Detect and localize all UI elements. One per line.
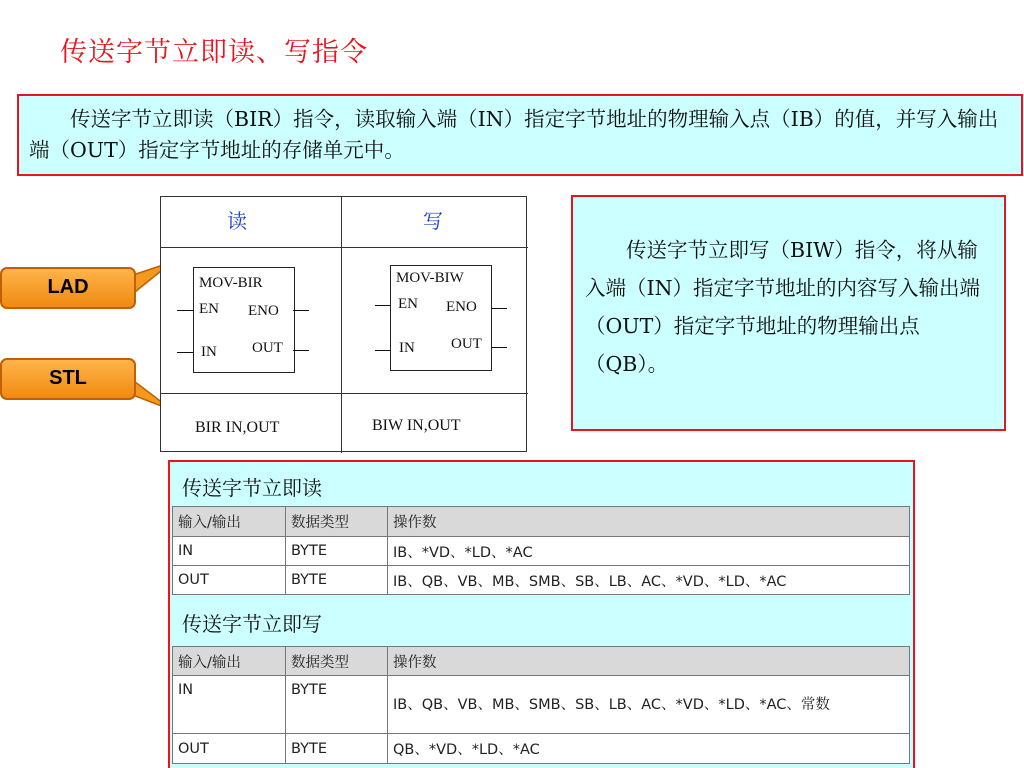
page-title: 传送字节立即读、写指令 — [60, 37, 368, 68]
write-operand-table — [172, 646, 910, 764]
out-pin — [491, 347, 507, 348]
io-cell: OUT — [173, 734, 286, 764]
read-table-title: 传送字节立即读 — [182, 476, 322, 500]
type-cell: BYTE — [286, 676, 388, 734]
type-cell: BYTE — [286, 566, 388, 595]
table-header-row — [173, 647, 910, 676]
biw-description-text: 传送字节立即写（BIW）指令，将从输入端（IN）指定字节地址的内容写入输出端（OUT）指定字节地址的物理输出点（QB）。 — [585, 238, 981, 376]
table-header-row — [173, 507, 910, 537]
mov-biw-block — [390, 265, 492, 371]
en-pin — [177, 310, 193, 311]
read-header: 读 — [227, 209, 247, 233]
in-pin — [375, 350, 391, 351]
block-name: MOV-BIW — [396, 270, 464, 286]
header-operands: 操作数 — [388, 647, 910, 676]
header-operands: 操作数 — [388, 507, 910, 537]
out-label: OUT — [451, 336, 482, 352]
table-row — [173, 734, 910, 764]
io-cell: OUT — [173, 566, 286, 595]
table-row — [173, 566, 910, 595]
operands-cell: IB、*VD、*LD、*AC — [388, 537, 910, 566]
stl-callout: STL — [0, 358, 136, 400]
type-cell: BYTE — [286, 734, 388, 764]
eno-label: ENO — [446, 299, 477, 315]
lad-stl-diagram — [160, 196, 527, 452]
write-header: 写 — [423, 209, 443, 233]
operands-cell: IB、QB、VB、MB、SMB、SB、LB、AC、*VD、*LD、*AC — [388, 566, 910, 595]
en-label: EN — [199, 301, 219, 317]
operands-cell: QB、*VD、*LD、*AC — [388, 734, 910, 764]
mov-bir-block — [193, 267, 295, 373]
io-cell: IN — [173, 676, 286, 734]
read-operand-table — [172, 506, 910, 595]
out-pin — [293, 350, 309, 351]
biw-description-box — [571, 195, 1006, 431]
lad-callout: LAD — [0, 267, 136, 309]
table-row — [173, 676, 910, 734]
in-label: IN — [399, 340, 415, 356]
type-cell: BYTE — [286, 537, 388, 566]
io-cell: IN — [173, 537, 286, 566]
block-name: MOV-BIR — [199, 275, 263, 291]
en-pin — [375, 305, 391, 306]
header-type: 数据类型 — [286, 507, 388, 537]
table-row — [173, 537, 910, 566]
in-label: IN — [201, 344, 217, 360]
write-table-title: 传送字节立即写 — [182, 612, 322, 636]
bir-description-text: 传送字节立即读（BIR）指令，读取输入端（IN）指定字节地址的物理输入点（IB）的值，并写入输出端（OUT）指定字节地址的存储单元中。 — [29, 107, 999, 162]
en-label: EN — [398, 296, 418, 312]
eno-pin — [293, 310, 309, 311]
header-io: 输入/输出 — [173, 647, 286, 676]
read-stl-instruction: BIR IN,OUT — [195, 419, 280, 436]
header-io: 输入/输出 — [173, 507, 286, 537]
in-pin — [177, 352, 193, 353]
out-label: OUT — [252, 340, 283, 356]
operand-tables — [168, 460, 915, 768]
diagram-stl-line — [161, 393, 528, 394]
diagram-header-line — [161, 247, 528, 248]
header-type: 数据类型 — [286, 647, 388, 676]
eno-label: ENO — [248, 303, 279, 319]
eno-pin — [491, 308, 507, 309]
operands-cell: IB、QB、VB、MB、SMB、SB、LB、AC、*VD、*LD、*AC、常数 — [388, 676, 910, 734]
write-stl-instruction: BIW IN,OUT — [372, 417, 461, 434]
diagram-divider — [341, 197, 342, 453]
